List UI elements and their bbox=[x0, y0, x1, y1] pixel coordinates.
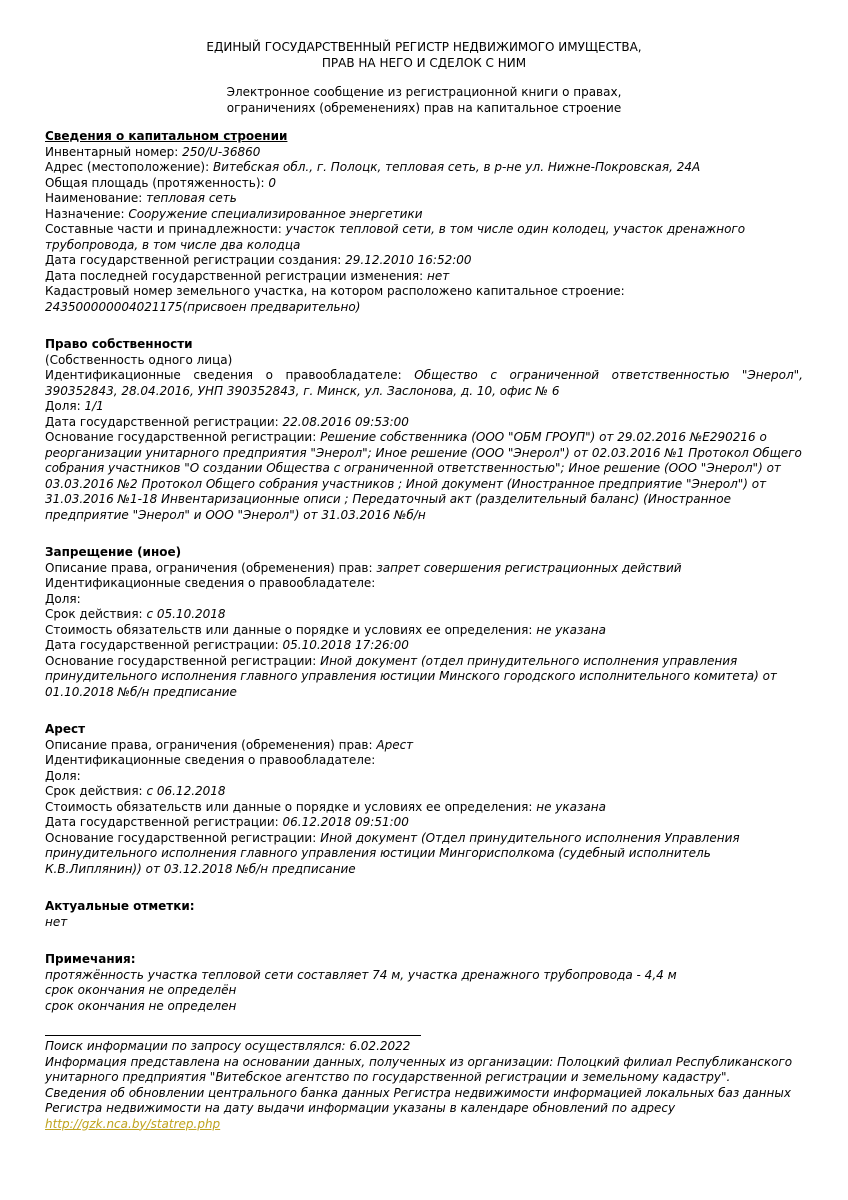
section-current-marks bbox=[45, 899, 803, 930]
field-validity-term: Срок действия: с 06.12.2018 bbox=[45, 784, 226, 798]
field-cadastre-number-value: 243500000004021175(присвоен предварительно) bbox=[45, 299, 361, 314]
field-obligation-cost: Стоимость обязательств или данные о порядке и условиях ее определения: не указана bbox=[45, 622, 606, 637]
section-building bbox=[45, 129, 803, 315]
current-marks-value: нет bbox=[45, 914, 68, 929]
section-notes bbox=[45, 952, 803, 1014]
field-purpose: Назначение: Сооружение специализированное энергетики bbox=[45, 206, 423, 221]
field-inventory-number: Инвентарный номер: 250/U-36860 bbox=[45, 144, 261, 159]
field-right-description: Описание права, ограничения (обременения) прав: Арест bbox=[45, 737, 414, 752]
note-line: протяжённость участка тепловой сети составляет 74 м, участка дренажного трубопровода - 4,4 м bbox=[45, 967, 677, 982]
statrep-link[interactable]: http://gzk.nca.by/statrep.php bbox=[45, 1116, 221, 1131]
section-heading-ownership: Право собственности bbox=[45, 337, 193, 351]
section-heading-building: Сведения о капитальном строении bbox=[45, 129, 288, 143]
field-right-holder: Идентификационные сведения о правообладателе: Общество с ограниченной ответственностью "Энерол", 390352843, 28.04.2016, УНП 390352843, г. Минск, ул. Заслонова, д. 10, офис № 6 bbox=[45, 368, 803, 398]
section-ownership bbox=[45, 337, 803, 523]
search-date-line: Поиск информации по запросу осуществлялся: 6.02.2022 bbox=[45, 1039, 411, 1053]
field-reg-basis: Основание государственной регистрации: Иной документ (отдел принудительного исполнения управления принудительного исполнения главного управления юстиции Минского городского исполнительного комитета) от 01.10.2018 №б/н предписание bbox=[45, 653, 777, 699]
document-footer bbox=[45, 1035, 803, 1132]
field-reg-basis: Основание государственной регистрации: Иной документ (Отдел принудительного исполнения Управления принудительного исполнения главного управления юстиции Мингорисполкома (судебный исполнитель К.В.Липлянин)) от 03.12.2018 №б/н предписание bbox=[45, 830, 740, 876]
subtitle-line1: Электронное сообщение из регистрационной книги о правах, bbox=[226, 85, 622, 99]
field-component-parts: Составные части и принадлежности: участок тепловой сети, в том числе один колодец, участок дренажного трубопровода, в том числе два колодца bbox=[45, 222, 746, 252]
field-cadastre-number-label: Кадастровый номер земельного участка, на котором расположено капитальное строение: bbox=[45, 284, 625, 298]
field-creation-reg-date: Дата государственной регистрации создания: 29.12.2010 16:52:00 bbox=[45, 253, 472, 267]
field-share: Доля: bbox=[45, 591, 81, 606]
field-right-holder: Идентификационные сведения о правообладателе: bbox=[45, 576, 376, 590]
section-heading-current-marks: Актуальные отметки: bbox=[45, 899, 195, 913]
field-right-holder: Идентификационные сведения о правообладателе: bbox=[45, 753, 376, 767]
field-reg-basis: Основание государственной регистрации: Решение собственника (ООО "ОБМ ГРОУП") от 29.02.2016 №Е290216 о реорганизации унитарного предприятия "Энерол"; Иное решение (ООО "Энерол") от 02.03.2016 №1 Протокол Общего собрания участников "О создании Общества с ограниченной ответственностью"; Иное решение (ООО "Энерол") от 03.03.2016 №2 Протокол Общего собрания участников ; Иной документ (Иностранное предприятие "Энерол") от 31.03.2016 №1-18 Инвентаризационные описи ; Передаточный акт (разделительный баланс) (Иностранное предприятие "Энерол" и ООО "Энерол") от 31.03.2016 №б/н bbox=[45, 430, 802, 522]
note-line: срок окончания не определён bbox=[45, 983, 237, 997]
field-reg-date: Дата государственной регистрации: 06.12.2018 09:51:00 bbox=[45, 815, 409, 829]
section-heading-notes: Примечания: bbox=[45, 952, 136, 966]
section-heading-arrest: Арест bbox=[45, 722, 86, 736]
field-address: Адрес (местоположение): Витебская обл., г. Полоцк, тепловая сеть, в р-не ул. Нижне-Покровская, 24А bbox=[45, 160, 701, 174]
field-share: Доля: bbox=[45, 768, 81, 783]
document-header bbox=[45, 40, 803, 116]
footer-divider bbox=[45, 1035, 421, 1036]
field-validity-term: Срок действия: с 05.10.2018 bbox=[45, 607, 226, 621]
field-reg-date: Дата государственной регистрации: 22.08.2016 09:53:00 bbox=[45, 414, 409, 429]
field-total-area: Общая площадь (протяженность): 0 bbox=[45, 175, 277, 190]
field-right-description: Описание права, ограничения (обременения) прав: запрет совершения регистрационных действий bbox=[45, 560, 682, 575]
section-heading-prohibition: Запрещение (иное) bbox=[45, 545, 182, 559]
info-source-line: Информация представлена на основании данных, полученных из организации: Полоцкий филиал Республиканского унитарного предприятия "Витебское агентство по государственной регистрации и земельному кадастру". bbox=[45, 1054, 793, 1084]
registry-title-line2: ПРАВ НА НЕГО И СДЕЛОК С НИМ bbox=[321, 55, 527, 70]
section-arrest bbox=[45, 722, 803, 877]
field-share: Доля: 1/1 bbox=[45, 399, 104, 413]
subtitle-line2: ограничениях (обременениях) прав на капитальное строение bbox=[226, 100, 622, 115]
field-change-reg-date: Дата последней государственной регистрации изменения: нет bbox=[45, 268, 450, 283]
update-info-line: Сведения об обновлении центрального банка данных Регистра недвижимости информацией локальных баз данных Регистра недвижимости на дату выдачи информации указаны в календаре обновлений по адресу bbox=[45, 1085, 791, 1115]
document-subtitle bbox=[45, 85, 803, 116]
section-prohibition bbox=[45, 545, 803, 700]
field-name: Наименование: тепловая сеть bbox=[45, 191, 237, 205]
field-reg-date: Дата государственной регистрации: 05.10.2018 17:26:00 bbox=[45, 638, 409, 652]
registry-title-line1: ЕДИНЫЙ ГОСУДАРСТВЕННЫЙ РЕГИСТР НЕДВИЖИМОГО ИМУЩЕСТВА, bbox=[206, 40, 642, 54]
note-line: срок окончания не определен bbox=[45, 998, 237, 1013]
field-obligation-cost: Стоимость обязательств или данные о порядке и условиях ее определения: не указана bbox=[45, 799, 606, 814]
statrep-link-line bbox=[45, 1117, 803, 1133]
ownership-type: (Собственность одного лица) bbox=[45, 352, 233, 367]
